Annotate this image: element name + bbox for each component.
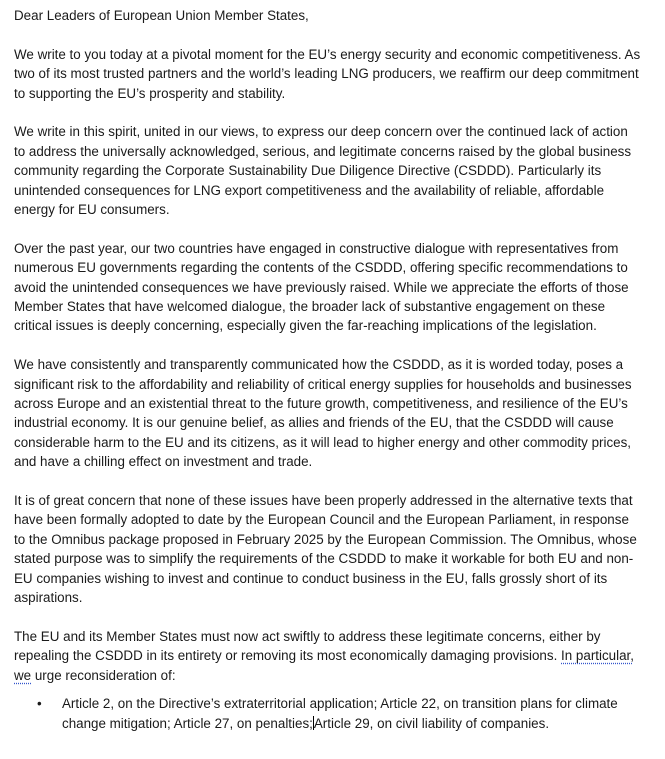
paragraph-6-tail: urge reconsideration of: xyxy=(34,667,176,683)
list-item-text-end: Article 29, on civil liability of companies. xyxy=(313,715,550,731)
bullet-symbol: • xyxy=(37,696,42,712)
paragraph-3: Over the past year, our two countries have engaged in constructive dialogue with representatives from numerous EU governments regarding the contents of the CSDDD, offering specific recommendations to avoid the unintended consequences we have previously raised. While we appreciate the efforts of those Member States that have welcomed dialogue, the broader lack of substantive engagement on these critical issues is deeply concerning, especially given the far-reaching implications of the legislation. xyxy=(14,240,629,334)
list-item xyxy=(14,694,642,733)
paragraph-1: We write to you today at a pivotal moment for the EU’s energy security and economic competitiveness. As two of its most trusted partners and the world’s leading LNG producers, we reaffirm our deep commitment to supporting the EU’s prosperity and stability. xyxy=(14,46,641,101)
paragraph-6 xyxy=(14,627,642,685)
paragraph-6-text: The EU and its Member States must now act swiftly to address these legitimate concerns, either by repealing the CSDDD in its entirety or removing its most economically damaging provisions. xyxy=(14,628,601,664)
paragraph-2: We write in this spirit, united in our views, to express our deep concern over the continued lack of action to address the universally acknowledged, serious, and legitimate concerns raised by the global business community regarding the Corporate Sustainability Due Diligence Directive (CSDDD). Particularly its unintended consequences for LNG export competitiveness and the availability of reliable, affordable energy for EU consumers. xyxy=(14,124,632,218)
paragraph-5: It is of great concern that none of these issues have been properly addressed in the alternative texts that have been formally adopted to date by the European Council and the European Parliament, in response to the Omnibus package proposed in February 2025 by the European Commission. The Omnibus, whose stated purpose was to simplify the requirements of the CSDDD to make it workable for both EU and non-EU companies wishing to invest and continue to conduct business in the EU, falls grossly short of its aspirations. xyxy=(14,493,637,606)
list-item-text-start: Article 2, on the Directive’s extraterritorial application; Article 22, on transition plans for climate change mitigation; Article 27, on penalties; xyxy=(62,696,618,731)
grammar-flagged-text[interactable]: In particular, we xyxy=(14,648,634,683)
salutation: Dear Leaders of European Union Member States, xyxy=(14,8,309,23)
document-page[interactable] xyxy=(14,6,642,733)
articles-list xyxy=(14,694,642,733)
paragraph-4: We have consistently and transparently communicated how the CSDDD, as it is worded today, poses a significant risk to the affordability and reliability of critical energy supplies for households and businesses across Europe and an existential threat to the future growth, competitiveness, and resilience of the EU’s industrial economy. It is our genuine belief, as allies and friends of the EU, that the CSDDD will cause considerable harm to the EU and its citizens, as it will lead to higher energy and other commodity prices, and have a chilling effect on investment and trade. xyxy=(14,357,632,470)
